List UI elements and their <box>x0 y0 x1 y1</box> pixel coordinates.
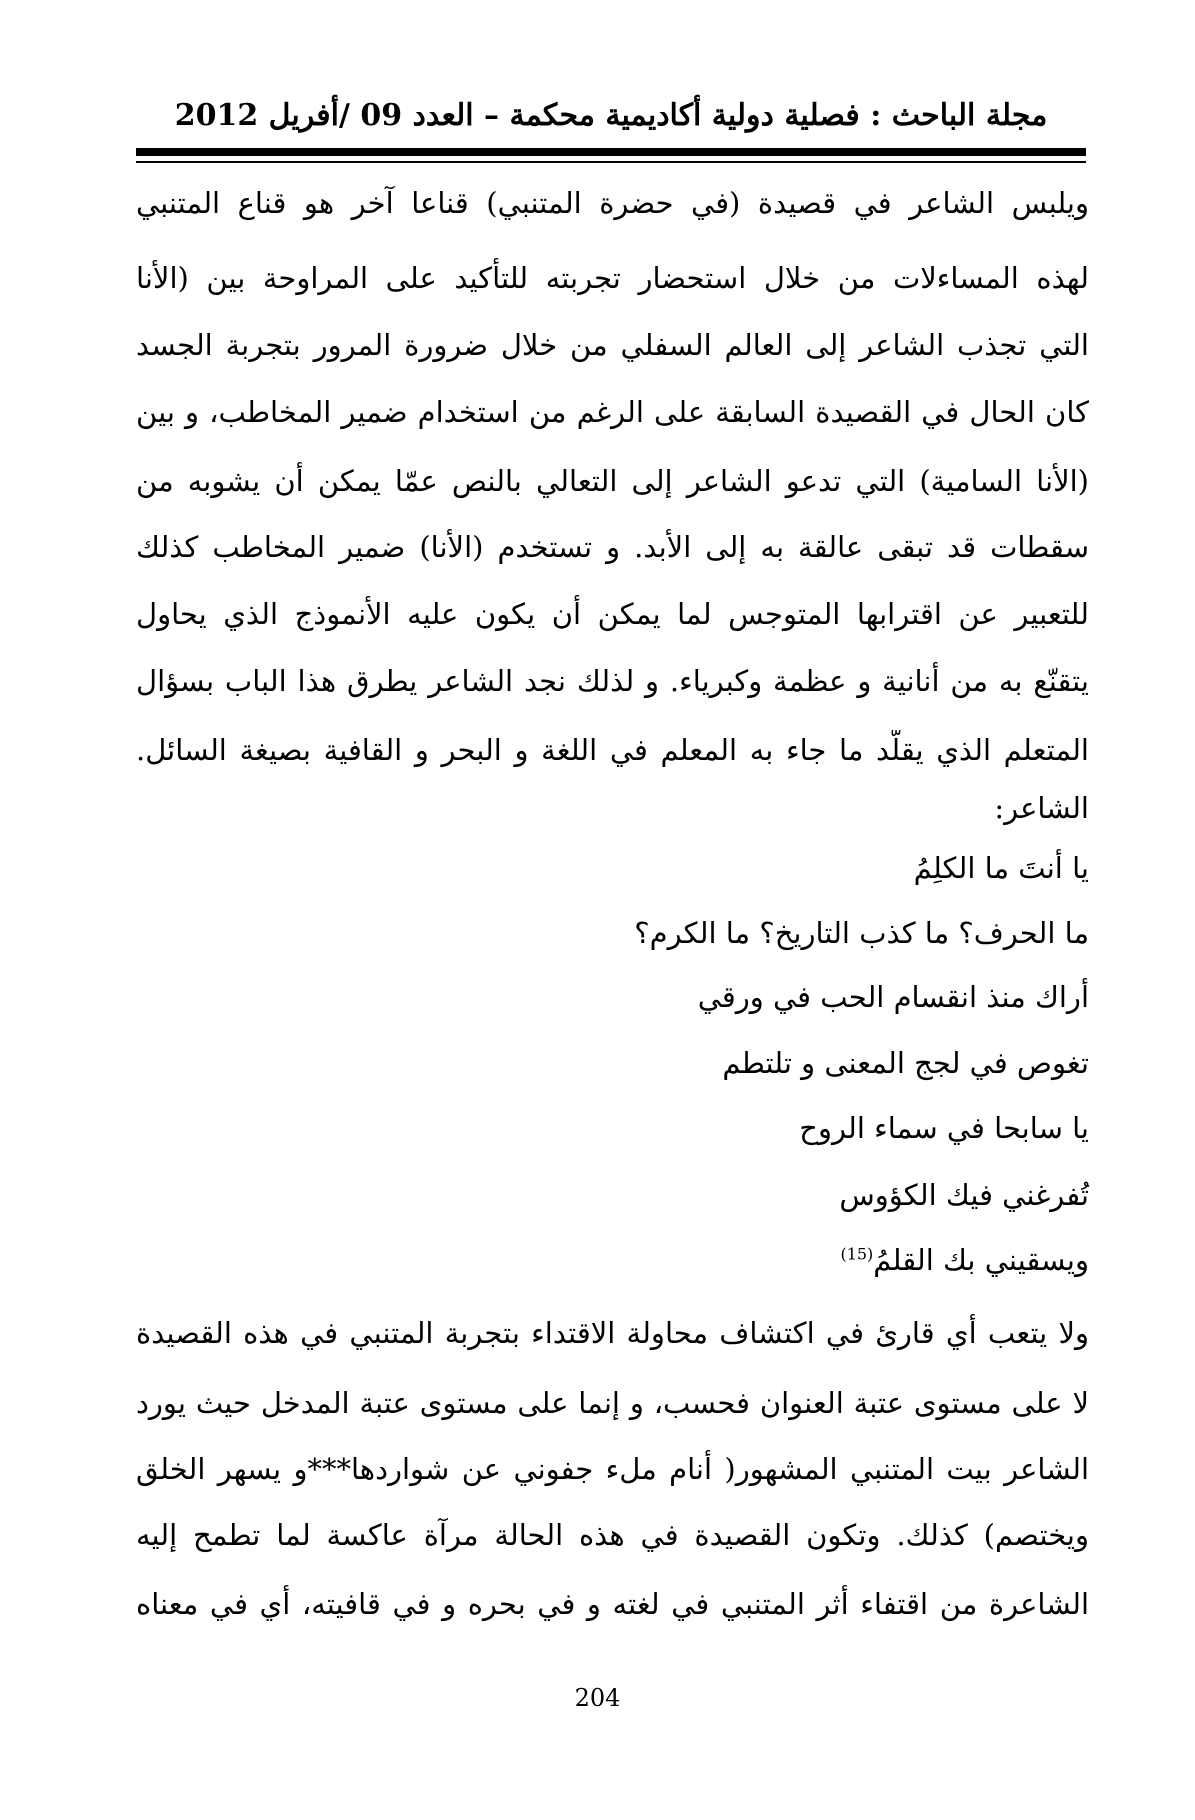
poem-verse: أراك منذ انقسام الحب في ورقي <box>697 980 1089 1014</box>
paragraph-line: المتعلم الذي يقلّد ما جاء به المعلم في اللغة و البحر و القافية بصيغة السائل. <box>136 733 1089 767</box>
paragraph-line: للتعبير عن اقترابها المتوجس لما يمكن أن يكون عليه الأنموذج الذي يحاول <box>136 597 1089 631</box>
paragraph-line: (الأنا السامية) التي تدعو الشاعر إلى التعالي بالنص عمّا يمكن أن يشوبه من <box>136 464 1089 498</box>
poem-verse-text: ويسقيني بك القلمُ <box>873 1243 1089 1277</box>
paragraph-line: ولا يتعب أي قارئ في اكتشاف محاولة الاقتداء بتجربة المتنبي في هذه القصيدة <box>136 1316 1089 1350</box>
paragraph-line: سقطات قد تبقى عالقة به إلى الأبد. و تستخدم (الأنا) ضمير المخاطب كذلك <box>136 530 1089 564</box>
poem-verse: يا أنتَ ما الكلِمُ <box>913 851 1089 885</box>
paragraph-line: يتقنّع به من أنانية و عظمة وكبرياء. و لذلك نجد الشاعر يطرق هذا الباب بسؤال <box>136 664 1089 698</box>
paragraph-line: الشاعر بيت المتنبي المشهور( أنام ملء جفوني عن شواردها***و يسهر الخلق <box>136 1452 1089 1486</box>
header-rule-thin <box>136 161 1086 163</box>
header-rule-thick <box>136 148 1086 156</box>
footnote-reference: (15) <box>840 1244 874 1264</box>
paragraph-line: ويختصم) كذلك. وتكون القصيدة في هذه الحالة مرآة عاكسة لما تطمح إليه <box>136 1518 1089 1552</box>
paragraph-line: كان الحال في القصيدة السابقة على الرغم من استخدام ضمير المخاطب، و بين <box>136 395 1089 429</box>
page-number: 204 <box>574 1684 621 1712</box>
poem-verse: ما الحرف؟ ما كذب التاريخ؟ ما الكرم؟ <box>634 916 1089 950</box>
paragraph-line: التي تجذب الشاعر إلى العالم السفلي من خلال ضرورة المرور بتجربة الجسد <box>136 328 1089 362</box>
poem-verse: يا سابحا في سماء الروح <box>799 1111 1089 1145</box>
paragraph-line: الشاعرة من اقتفاء أثر المتنبي في لغته و في بحره و في قافيته، أي في معناه <box>136 1587 1089 1621</box>
journal-header: مجلة الباحث : فصلية دولية أكاديمية محكمة – العدد 09 /أفريل 2012 <box>174 98 1048 133</box>
poem-verse <box>840 1240 1089 1280</box>
poem-verse: تغوص في لجج المعنى و تلتطم <box>722 1046 1089 1080</box>
paragraph-line: ويلبس الشاعر في قصيدة (في حضرة المتنبي) قناعا آخر هو قناع المتنبي <box>136 186 1089 220</box>
paragraph-line: الشاعر: <box>994 791 1089 825</box>
paragraph-line: لا على مستوى عتبة العنوان فحسب، و إنما على مستوى عتبة المدخل حيث يورد <box>136 1386 1089 1420</box>
paragraph-line: لهذه المساءلات من خلال استحضار تجربته للتأكيد على المراوحة بين (الأنا <box>136 261 1089 295</box>
poem-verse: تُفرغني فيك الكؤوس <box>839 1178 1089 1212</box>
